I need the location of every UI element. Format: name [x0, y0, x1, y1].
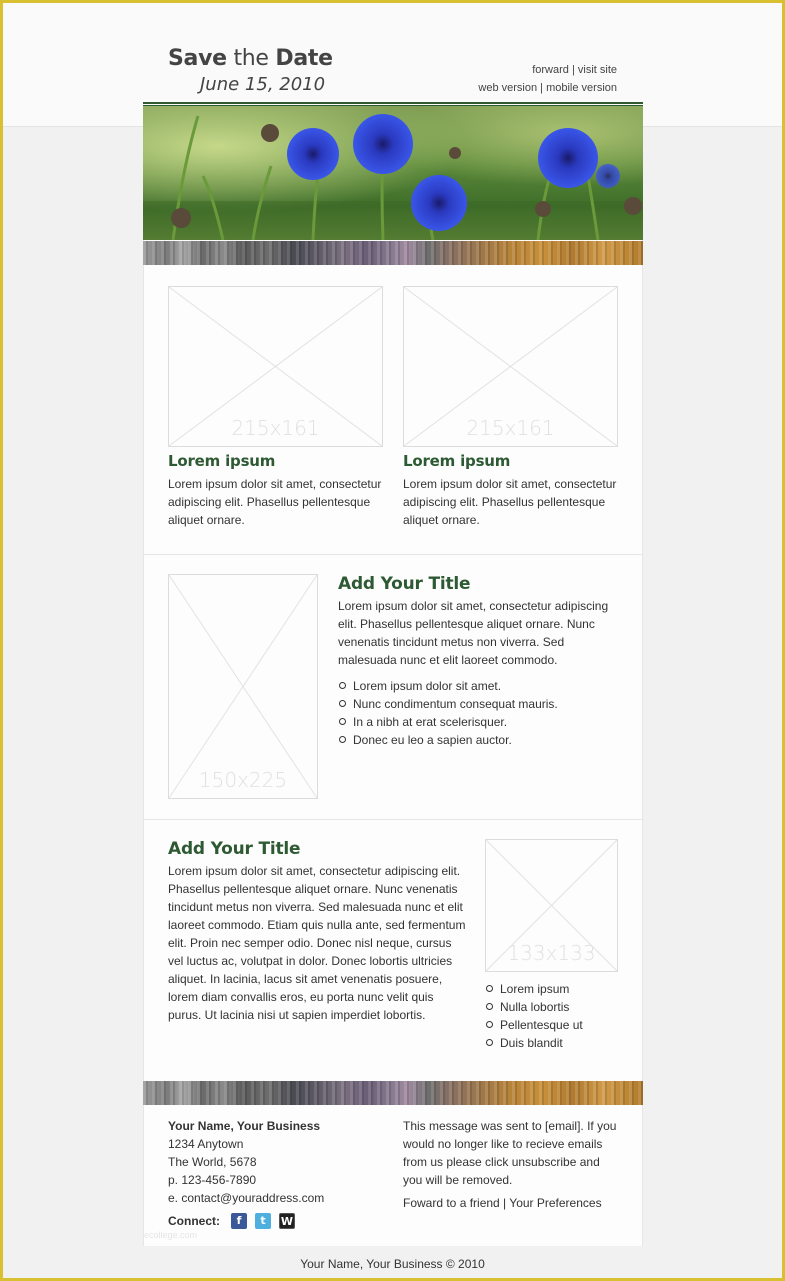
business-name: Your Name, Your Business: [168, 1119, 321, 1133]
visit-site-link[interactable]: visit site: [577, 64, 617, 76]
connect-row: [168, 1213, 295, 1229]
decorative-stripe-top: [143, 241, 643, 265]
section-title: Add Your Title: [168, 839, 301, 859]
link-separator: |: [537, 82, 547, 94]
column-title-right: Lorem ipsum: [403, 452, 511, 470]
forward-friend-link[interactable]: Foward to a friend: [403, 1196, 500, 1210]
list-item: Duis blandit: [485, 1034, 583, 1052]
list-item: Pellentesque ut: [485, 1016, 583, 1034]
copyright: Your Name, Your Business © 2010: [300, 1257, 485, 1271]
list-item: Nunc condimentum consequat mauris.: [338, 695, 558, 713]
column-text-left: Lorem ipsum dolor sit amet, consectetur adipiscing elit. Phasellus pellentesque aliquet ornare.: [168, 477, 382, 527]
unsubscribe-notice: This message was sent to [email]. If you would no longer like to recieve emails from us please click unsubscribe and you will be removed.: [403, 1119, 617, 1187]
mobile-version-link[interactable]: mobile version: [546, 82, 617, 94]
connect-label: Connect:: [168, 1214, 220, 1228]
image-placeholder-right: 215x161: [403, 286, 618, 447]
hero-image: [143, 106, 643, 240]
phone: p. 123-456-7890: [168, 1173, 257, 1187]
section-divider: [143, 819, 643, 820]
section-text: Lorem ipsum dolor sit amet, consectetur adipiscing elit. Phasellus pellentesque aliquet ornare. Nunc venenatis tincidunt metus non viverra. Sed malesuada nunc et elit laoreet commodo. Etiam quis nulla ante, sed fermentum elit. Proin nec semper odio. Donec nisl neque, cursus vel luctus ac, volutpat in dolor. Donec lobortis ultricies aliquet. In lacinia, lacus sit amet venenatis posuere, lorem diam convallis eros, eu porta nunc velit quis purus. Ut lacinia nisi ut sapien imperdiet lobortis.: [168, 864, 466, 1022]
preferences-link[interactable]: Your Preferences: [509, 1196, 602, 1210]
link-separator: |: [499, 1196, 510, 1210]
list-item: Lorem ipsum: [485, 980, 583, 998]
list-item: Nulla lobortis: [485, 998, 583, 1016]
section-text: Lorem ipsum dolor sit amet, consectetur adipiscing elit. Phasellus pellentesque aliquet ornare. Nunc venenatis tincidunt metus non viverra. Sed malesuada nunc et elit laoreet commodo.: [338, 599, 609, 667]
twitter-icon[interactable]: t: [255, 1213, 271, 1229]
list-item: In a nibh at erat scelerisquer.: [338, 713, 558, 731]
address-line-2: The World, 5678: [168, 1155, 257, 1169]
page-title: Save the Date: [168, 46, 333, 71]
address-line-1: 1234 Anytown: [168, 1137, 244, 1151]
image-placeholder-square: 133x133: [485, 839, 618, 972]
section-divider: [143, 554, 643, 555]
link-separator: |: [568, 64, 578, 76]
footer-contact: [168, 1117, 388, 1207]
header-links: [478, 61, 617, 97]
bullet-list: [338, 677, 558, 749]
event-date: June 15, 2010: [200, 74, 326, 95]
footer-links: [403, 1194, 623, 1212]
decorative-stripe-bottom: [143, 1081, 643, 1105]
watermark: ecollege.com: [144, 1230, 198, 1240]
column-text-right: Lorem ipsum dolor sit amet, consectetur adipiscing elit. Phasellus pellentesque aliquet ornare.: [403, 477, 617, 527]
image-placeholder-tall: 150x225: [168, 574, 318, 799]
wordpress-icon[interactable]: W: [280, 1215, 294, 1228]
list-item: Donec eu leo a sapien auctor.: [338, 731, 558, 749]
column-title-left: Lorem ipsum: [168, 452, 276, 470]
list-item: Lorem ipsum dolor sit amet.: [338, 677, 558, 695]
image-placeholder-left: 215x161: [168, 286, 383, 447]
section-title: Add Your Title: [338, 574, 471, 594]
email-address[interactable]: e. contact@youraddress.com: [168, 1191, 325, 1205]
bullet-list: [485, 980, 583, 1052]
facebook-icon[interactable]: f: [231, 1213, 247, 1229]
forward-link[interactable]: forward: [532, 64, 569, 76]
header-rule: [143, 102, 643, 104]
web-version-link[interactable]: web version: [478, 82, 538, 94]
